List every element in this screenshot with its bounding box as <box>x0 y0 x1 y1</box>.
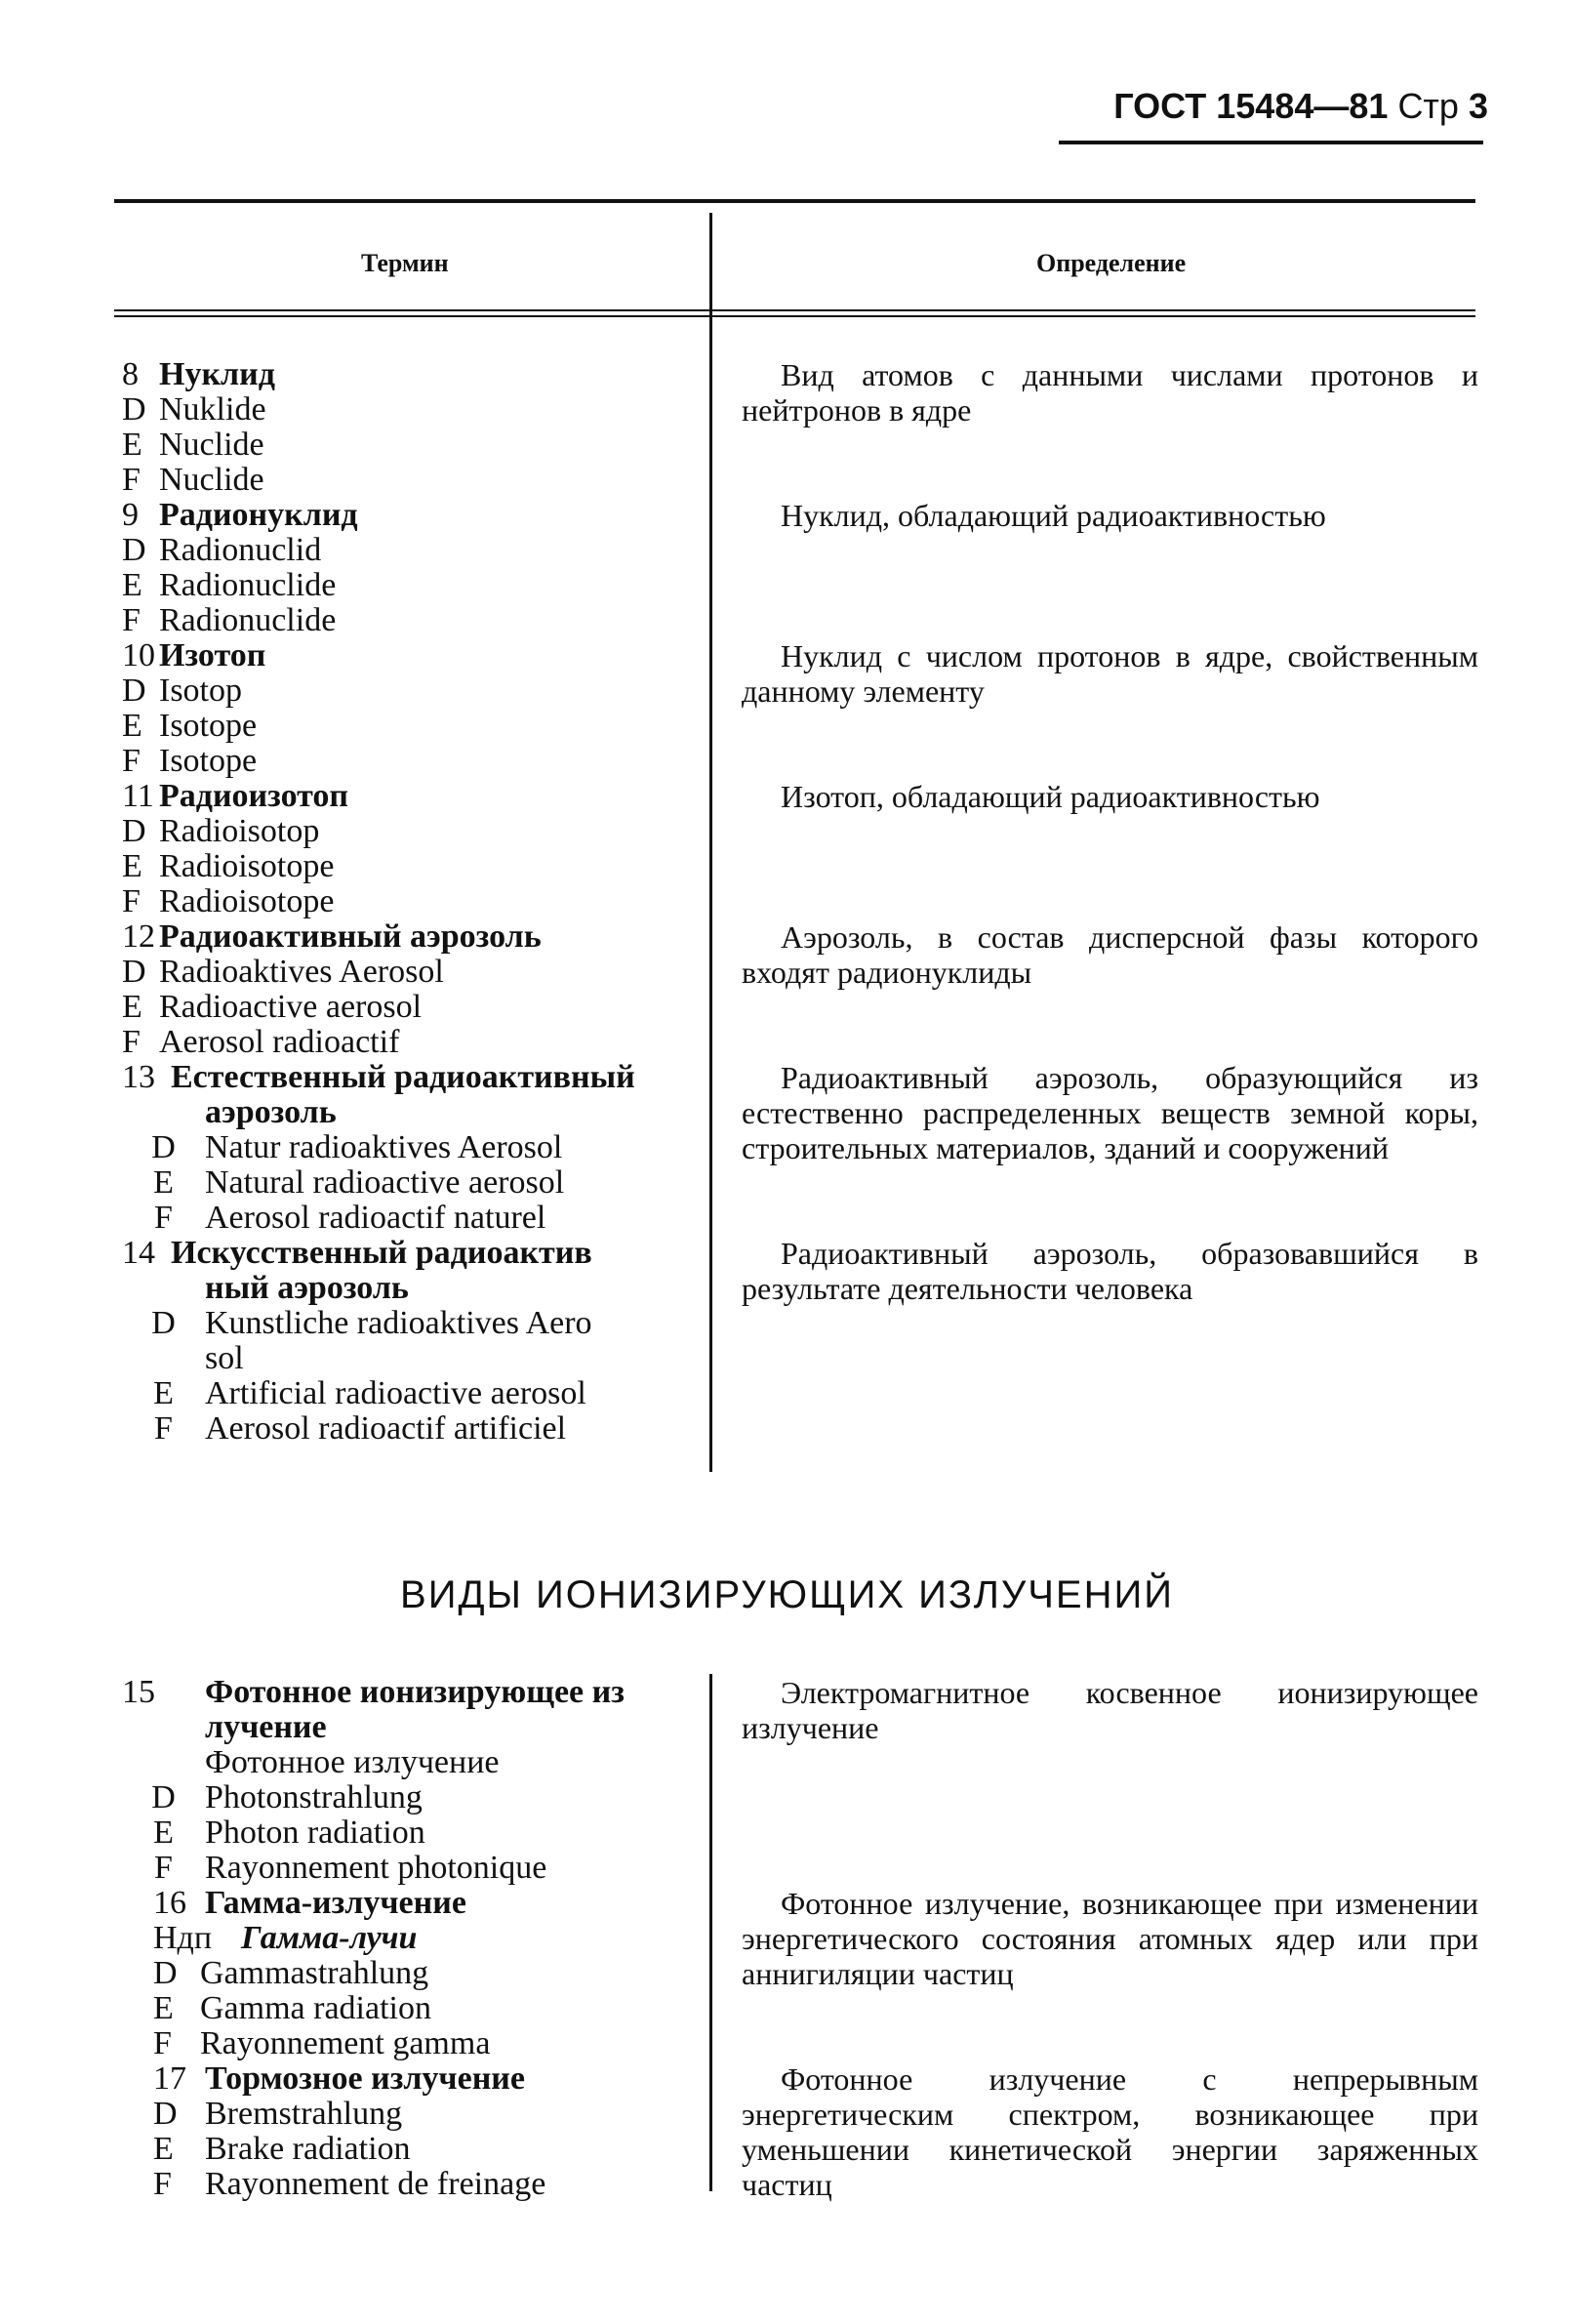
term-definition: Фотонное излучение с непрерывным энергетическим спектром, возникающее при уменьшении кинетической энергии заряженных частиц <box>742 2061 1478 2202</box>
term-definition: Электромагнитное косвенное ионизирующее излучение <box>742 1675 1478 1745</box>
term-equivalent: Radionuclide <box>159 602 337 638</box>
lang-code: F <box>122 743 141 779</box>
column-header-term: Термин <box>361 249 449 277</box>
term-entry <box>122 498 707 638</box>
term-entry <box>122 1886 707 2061</box>
lang-code: E <box>122 848 142 884</box>
term-entry <box>122 1675 707 1886</box>
term-equivalent: Aerosol radioactif <box>159 1024 400 1060</box>
lang-code: E <box>122 567 142 603</box>
term-number: 13 <box>122 1059 155 1095</box>
term-name: Фотонное ионизирующее из <box>205 1674 625 1710</box>
lang-code: D <box>122 532 146 568</box>
lang-code: E <box>153 1990 174 2026</box>
lang-code <box>122 1341 205 1376</box>
term-number: 10 <box>122 637 155 673</box>
term-name: Тормозное излучение <box>205 2060 525 2097</box>
term-equivalent: Natural radioactive aerosol <box>205 1164 565 1201</box>
column-divider <box>709 213 712 1472</box>
term-equivalent: Photonstrahlung <box>205 1779 423 1815</box>
term-entry <box>122 1060 707 1236</box>
term-equivalent: Gammastrahlung <box>200 1955 429 1991</box>
term-name: Искусственный радиоактив <box>171 1235 592 1271</box>
lang-code: D <box>151 1129 176 1165</box>
term-entry <box>122 357 707 498</box>
column-header-definition: Определение <box>1036 249 1187 277</box>
term-equivalent: Photon radiation <box>205 1814 425 1851</box>
term-name: Нуклид <box>159 356 275 392</box>
term-equivalent: Rayonnement photonique <box>205 1850 547 1886</box>
term-entry <box>122 1236 707 1447</box>
term-definition: Аэрозоль, в состав дисперсной фазы которого входят радионуклиды <box>742 919 1478 990</box>
term-name: Изотоп <box>159 637 266 673</box>
term-equivalent: Radioisotop <box>159 813 320 849</box>
term-equivalent: Kunstliche radioaktives Aero <box>205 1305 592 1341</box>
lang-code: F <box>154 1200 173 1236</box>
term-equivalent: Radionuclide <box>159 567 337 603</box>
term-definition: Радиоактивный аэрозоль, образовавшийся в результате деятельности человека <box>742 1236 1478 1306</box>
term-number: 11 <box>122 778 154 814</box>
lang-code: F <box>153 2025 172 2061</box>
lang-code: D <box>151 1779 176 1815</box>
lang-code: D <box>122 813 146 849</box>
term-equivalent: Gamma radiation <box>200 1990 431 2026</box>
term-number: 14 <box>122 1235 155 1271</box>
lang-code: F <box>154 1850 173 1886</box>
term-equivalent: Radioisotope <box>159 883 335 919</box>
term-number: 12 <box>122 918 155 955</box>
page-number: 3 <box>1468 86 1488 126</box>
lang-code: D <box>151 1305 176 1341</box>
term-name: Радиоактивный аэрозоль <box>159 918 542 955</box>
term-definition: Нуклид с числом протонов в ядре, свойственным данному элементу <box>742 638 1478 709</box>
column-divider-lower <box>709 1674 712 2191</box>
term-synonym: Фотонное излучение <box>205 1744 500 1780</box>
term-name-continuation: ный аэрозоль <box>205 1270 409 1306</box>
term-name: Радиоизотоп <box>159 778 349 814</box>
lang-code: F <box>122 462 141 498</box>
term-deprecated: Гамма-лучи <box>241 1920 418 1956</box>
lang-code: E <box>153 2131 174 2167</box>
term-definition: Изотоп, обладающий радиоактивностью <box>781 779 1320 814</box>
term-equivalent: Radioaktives Aerosol <box>159 954 444 990</box>
lang-code: D <box>122 391 146 428</box>
term-equivalent: Nuclide <box>159 427 264 463</box>
term-name-continuation: лучение <box>205 1709 327 1745</box>
lang-code: F <box>122 602 141 638</box>
term-entry <box>122 2061 707 2202</box>
term-equivalent: Isotope <box>159 708 258 744</box>
term-equivalent: Rayonnement de freinage <box>205 2166 546 2202</box>
term-name-continuation: аэрозоль <box>205 1094 337 1130</box>
lang-code: F <box>122 883 141 919</box>
lang-code: E <box>153 1164 174 1201</box>
lang-code: D <box>153 1955 178 1991</box>
table-header-rule-double <box>114 315 1475 317</box>
lang-code: F <box>154 1410 173 1447</box>
term-equivalent: Rayonnement gamma <box>200 2025 491 2061</box>
table-top-rule <box>114 199 1475 203</box>
standard-number: ГОСТ 15484—81 <box>1113 86 1389 126</box>
lang-code: F <box>122 1024 141 1060</box>
term-entry <box>122 638 707 779</box>
term-name: Гамма-излучение <box>205 1885 466 1921</box>
term-entry <box>122 919 707 1060</box>
lang-code: D <box>122 673 146 709</box>
lang-code: D <box>122 954 146 990</box>
term-definition: Радиоактивный аэрозоль, образующийся из естественно распределенных веществ земной коры, строительных материалов, зданий и сооружений <box>742 1060 1478 1165</box>
term-equivalent: Aerosol radioactif artificiel <box>205 1410 567 1447</box>
lang-code: E <box>122 989 142 1025</box>
term-definition: Фотонное излучение, возникающее при изменении энергетического состояния атомных ядер или при аннигиляции частиц <box>742 1886 1478 1991</box>
term-equivalent: Nuklide <box>159 391 266 428</box>
term-equivalent: sol <box>205 1340 244 1376</box>
lang-code: E <box>122 708 142 744</box>
lang-code: E <box>153 1375 174 1411</box>
lang-code: D <box>153 2096 178 2132</box>
header-rule <box>1059 141 1483 144</box>
term-name: Радионуклид <box>159 497 358 533</box>
lang-code: E <box>153 1814 174 1851</box>
term-equivalent: Radionuclid <box>159 532 322 568</box>
term-equivalent: Isotope <box>159 743 258 779</box>
page-header <box>1113 86 1488 127</box>
term-number: 9 <box>122 497 139 533</box>
term-equivalent: Radioactive aerosol <box>159 989 423 1025</box>
term-definition: Вид атомов с данными числами протонов и нейтронов в ядре <box>742 357 1478 428</box>
ndp-label: Ндп <box>153 1920 213 1956</box>
term-definition: Нуклид, обладающий радиоактивностью <box>781 498 1326 533</box>
term-entry <box>122 779 707 919</box>
term-equivalent: Brake radiation <box>205 2131 411 2167</box>
term-equivalent: Nuclide <box>159 462 264 498</box>
term-equivalent: Aerosol radioactif naturel <box>205 1200 546 1236</box>
term-equivalent: Artificial radioactive aerosol <box>205 1375 586 1411</box>
term-number: 17 <box>153 2060 186 2097</box>
table-header-rule <box>114 309 1475 311</box>
term-number: 15 <box>122 1674 155 1710</box>
term-equivalent: Isotop <box>159 673 242 709</box>
page-label: Стр <box>1397 86 1459 126</box>
lang-code: E <box>122 427 142 463</box>
term-equivalent: Natur radioaktives Aerosol <box>205 1129 563 1165</box>
term-number: 16 <box>153 1885 186 1921</box>
term-name: Естественный радиоактивный <box>171 1059 635 1095</box>
term-number: 8 <box>122 356 139 392</box>
lang-code: F <box>153 2166 172 2202</box>
term-equivalent: Bremstrahlung <box>205 2096 403 2132</box>
section-title: ВИДЫ ИОНИЗИРУЮЩИХ ИЗЛУЧЕНИЙ <box>400 1573 1174 1616</box>
term-equivalent: Radioisotope <box>159 848 335 884</box>
